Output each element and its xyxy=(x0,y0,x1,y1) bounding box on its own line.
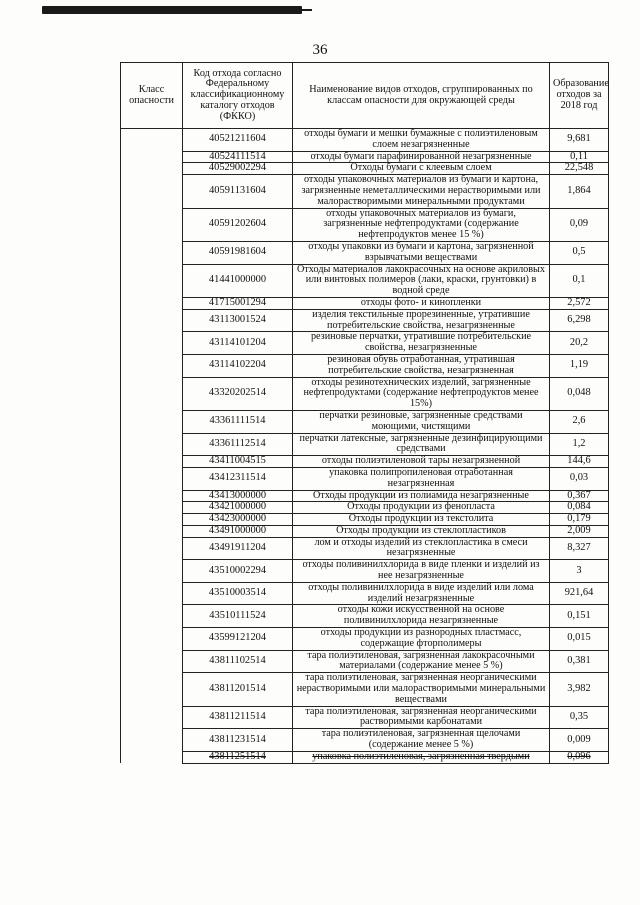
table-row xyxy=(121,332,609,355)
waste-code: 41441000000 xyxy=(183,264,293,297)
table-row xyxy=(121,175,609,208)
waste-amount: 0,048 xyxy=(550,377,609,410)
waste-amount: 6,298 xyxy=(550,309,609,332)
waste-name: упаковка полиэтиленовая, загрязненная твердыми xyxy=(293,751,550,763)
waste-code: 43510002294 xyxy=(183,560,293,583)
waste-amount: 0,1 xyxy=(550,264,609,297)
waste-amount: 3 xyxy=(550,560,609,583)
waste-name: отходы поливинилхлорида в виде изделий или лома изделий незагрязненные xyxy=(293,582,550,605)
waste-name: отходы продукции из разнородных пластмасс, содержащие фторполимеры xyxy=(293,628,550,651)
waste-amount: 2,6 xyxy=(550,410,609,433)
waste-name: Отходы продукции из фенопласта xyxy=(293,502,550,514)
table-row xyxy=(121,650,609,673)
waste-amount: 1,864 xyxy=(550,175,609,208)
table-row xyxy=(121,560,609,583)
waste-amount: 921,64 xyxy=(550,582,609,605)
waste-code: 43361112514 xyxy=(183,433,293,456)
waste-code: 40529002294 xyxy=(183,163,293,175)
waste-code: 43491911204 xyxy=(183,537,293,560)
waste-name: отходы фото- и кинопленки xyxy=(293,297,550,309)
table-row xyxy=(121,467,609,490)
table-row xyxy=(121,163,609,175)
table-row xyxy=(121,490,609,502)
waste-code: 41715001294 xyxy=(183,297,293,309)
waste-amount: 9,681 xyxy=(550,129,609,152)
waste-name: Отходы продукции из стеклопластиков xyxy=(293,525,550,537)
waste-name: отходы кожи искусственной на основе поливинилхлорида незагрязненные xyxy=(293,605,550,628)
waste-name: перчатки резиновые, загрязненные средствами моющими, чистящими xyxy=(293,410,550,433)
waste-amount: 0,151 xyxy=(550,605,609,628)
table-row xyxy=(121,377,609,410)
waste-amount: 0,179 xyxy=(550,514,609,526)
waste-name: резиновая обувь отработанная, утратившая потребительские свойства, незагрязненная xyxy=(293,354,550,377)
waste-code: 43412311514 xyxy=(183,467,293,490)
waste-code: 43421000000 xyxy=(183,502,293,514)
waste-amount: 0,5 xyxy=(550,241,609,264)
header-class: Класс опасности xyxy=(121,63,183,129)
waste-code: 43811201514 xyxy=(183,673,293,706)
waste-amount: 0,367 xyxy=(550,490,609,502)
waste-amount: 1,2 xyxy=(550,433,609,456)
table-row xyxy=(121,129,609,152)
waste-amount: 3,982 xyxy=(550,673,609,706)
waste-code: 43361111514 xyxy=(183,410,293,433)
waste-code: 43411004515 xyxy=(183,456,293,468)
waste-amount: 0,084 xyxy=(550,502,609,514)
waste-name: отходы упаковки из бумаги и картона, загрязненной взрывчатыми веществами xyxy=(293,241,550,264)
waste-name: отходы поливинилхлорида в виде пленки и изделий из нее незагрязненные xyxy=(293,560,550,583)
waste-amount: 0,35 xyxy=(550,706,609,729)
waste-name: Отходы продукции из текстолита xyxy=(293,514,550,526)
waste-name: резиновые перчатки, утратившие потребительские свойства, незагрязненные xyxy=(293,332,550,355)
waste-code: 43811211514 xyxy=(183,706,293,729)
waste-amount: 0,09 xyxy=(550,208,609,241)
waste-code: 43599121204 xyxy=(183,628,293,651)
waste-name: лом и отходы изделий из стеклопластика в смеси незагрязненные xyxy=(293,537,550,560)
waste-amount: 0,015 xyxy=(550,628,609,651)
table-row xyxy=(121,410,609,433)
table-row xyxy=(121,264,609,297)
waste-name: Отходы бумаги с клеевым слоем xyxy=(293,163,550,175)
waste-name: отходы упаковочных материалов из бумаги, загрязненные нефтепродуктами (содержание нефтепродуктов менее 15 %) xyxy=(293,208,550,241)
table-row xyxy=(121,706,609,729)
waste-name: отходы резинотехнических изделий, загрязненные нефтепродуктами (содержание нефтепродуктов менее 15%) xyxy=(293,377,550,410)
table-row xyxy=(121,537,609,560)
waste-name: упаковка полипропиленовая отработанная незагрязненная xyxy=(293,467,550,490)
waste-code: 43811102514 xyxy=(183,650,293,673)
table-row xyxy=(121,502,609,514)
waste-name: перчатки латексные, загрязненные дезинфицирующими средствами xyxy=(293,433,550,456)
waste-amount: 0,03 xyxy=(550,467,609,490)
waste-amount: 22,548 xyxy=(550,163,609,175)
waste-name: тара полиэтиленовая, загрязненная лакокрасочными материалами (содержание менее 5 %) xyxy=(293,650,550,673)
table-row xyxy=(121,751,609,763)
waste-amount: 2,009 xyxy=(550,525,609,537)
table-row xyxy=(121,525,609,537)
table-row xyxy=(121,297,609,309)
waste-table xyxy=(120,62,609,764)
waste-code: 43114101204 xyxy=(183,332,293,355)
table-row xyxy=(121,456,609,468)
waste-name: отходы упаковочных материалов из бумаги и картона, загрязненные неметаллическими нерастворимыми или малорастворимыми минеральными продуктами xyxy=(293,175,550,208)
waste-code: 43491000000 xyxy=(183,525,293,537)
waste-name: тара полиэтиленовая, загрязненная неорганическими растворимыми карбонатами xyxy=(293,706,550,729)
waste-code: 40524111514 xyxy=(183,151,293,163)
waste-code: 40591202604 xyxy=(183,208,293,241)
table-row xyxy=(121,582,609,605)
waste-amount: 20,2 xyxy=(550,332,609,355)
waste-code: 40591131604 xyxy=(183,175,293,208)
waste-code: 43413000000 xyxy=(183,490,293,502)
waste-name: тара полиэтиленовая, загрязненная неорганическими нерастворимыми или малорастворимыми минеральными веществами xyxy=(293,673,550,706)
waste-amount: 0,381 xyxy=(550,650,609,673)
table-row xyxy=(121,433,609,456)
waste-name: тара полиэтиленовая, загрязненная щелочами (содержание менее 5 %) xyxy=(293,729,550,752)
header-amount: Образование отходов за 2018 год xyxy=(550,63,609,129)
table-row xyxy=(121,729,609,752)
hazard-class-cell xyxy=(121,129,183,764)
waste-amount: 0,009 xyxy=(550,729,609,752)
waste-code: 43811251514 xyxy=(183,751,293,763)
waste-amount: 1,19 xyxy=(550,354,609,377)
waste-code: 40521211604 xyxy=(183,129,293,152)
table-header-row xyxy=(121,63,609,129)
waste-code: 43510003514 xyxy=(183,582,293,605)
waste-code: 43811231514 xyxy=(183,729,293,752)
waste-name: отходы полиэтиленовой тары незагрязненной xyxy=(293,456,550,468)
table-row xyxy=(121,673,609,706)
waste-amount: 0,11 xyxy=(550,151,609,163)
waste-amount: 2,572 xyxy=(550,297,609,309)
table-row xyxy=(121,241,609,264)
waste-code: 43113001524 xyxy=(183,309,293,332)
waste-name: Отходы продукции из полиамида незагрязненные xyxy=(293,490,550,502)
table-row xyxy=(121,514,609,526)
page-number: 36 xyxy=(312,42,328,58)
waste-amount: 144,6 xyxy=(550,456,609,468)
waste-name: отходы бумаги и мешки бумажные с полиэтиленовым слоем незагрязненные xyxy=(293,129,550,152)
table-row xyxy=(121,605,609,628)
waste-amount: 0,096 xyxy=(550,751,609,763)
table-row xyxy=(121,628,609,651)
waste-code: 43320202514 xyxy=(183,377,293,410)
waste-amount: 8,327 xyxy=(550,537,609,560)
table-row xyxy=(121,151,609,163)
scan-edge-mark xyxy=(42,6,302,14)
waste-code: 43423000000 xyxy=(183,514,293,526)
table-body xyxy=(121,129,609,764)
table-row xyxy=(121,208,609,241)
waste-name: Отходы материалов лакокрасочных на основе акриловых или винтовых полимеров (лаки, краски, грунтовки) в водной среде xyxy=(293,264,550,297)
waste-name: отходы бумаги парафинированной незагрязненные xyxy=(293,151,550,163)
header-code: Код отхода согласно Федеральному классификационному каталогу отходов (ФККО) xyxy=(183,63,293,129)
waste-code: 40591981604 xyxy=(183,241,293,264)
header-name: Наименование видов отходов, сгруппированных по классам опасности для окружающей среды xyxy=(293,63,550,129)
table-row xyxy=(121,309,609,332)
waste-code: 43114102204 xyxy=(183,354,293,377)
waste-name: изделия текстильные прорезиненные, утратившие потребительские свойства, незагрязненные xyxy=(293,309,550,332)
table-row xyxy=(121,354,609,377)
waste-code: 43510111524 xyxy=(183,605,293,628)
